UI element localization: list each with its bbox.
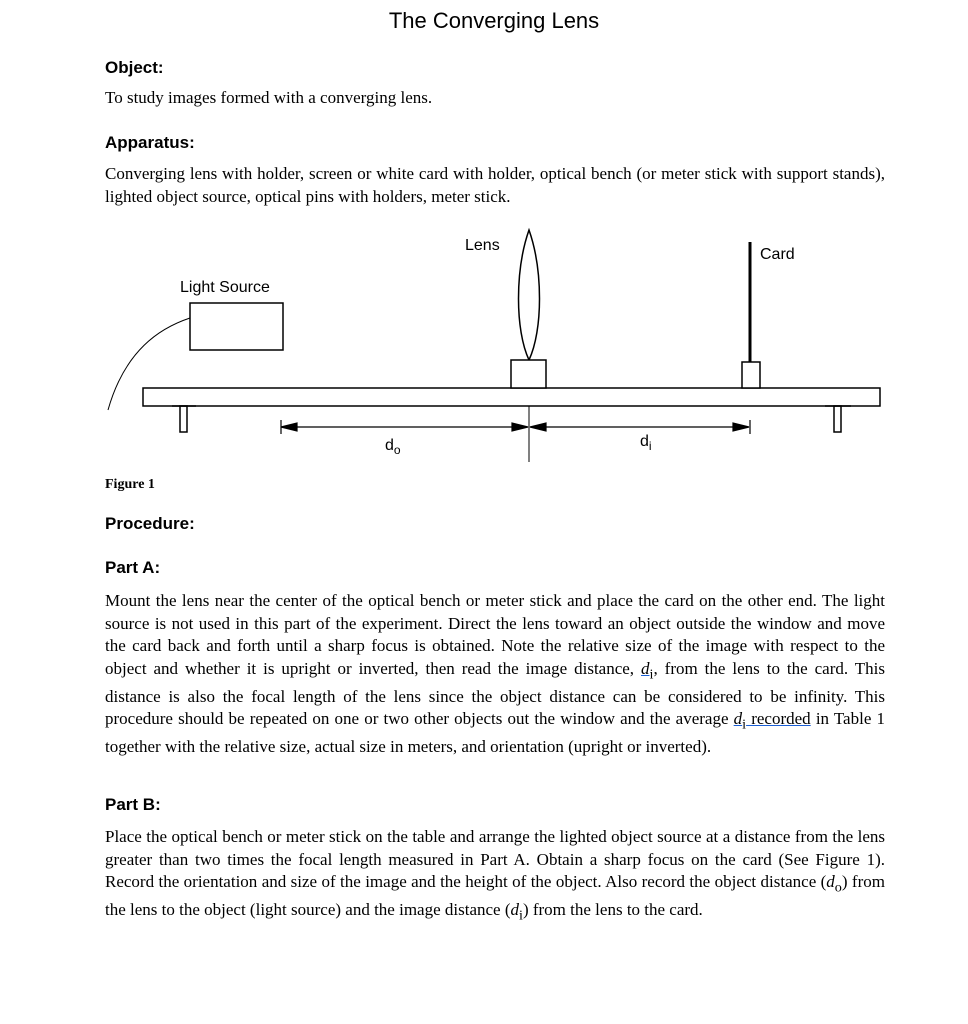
part-a-text: Mount the lens near the center of the optical bench or meter stick and place the card on the other end. The light source is not used in this part of the experiment. Direct the lens toward an object outside the window and move the card back and forth until a sharp focus is obtained. Note the relative size of the image with respect to the object and whether it is upright or inverted, then read the image distance, $d_i$, from the lens to the card. This distance is also the focal length of the lens since the object distance can be considered to be infinity. This procedure should be repeated on one or two other objects out the window and the average $d_i$ recorded in Table 1 together with the relative size, actual size in meters, and orientation (upright or inverted). — [105, 591, 885, 757]
light-source-cord — [108, 318, 190, 410]
di-dimension-arrow — [530, 420, 750, 434]
card-label: Card — [760, 246, 795, 263]
di-term: $d_i$, — [641, 658, 658, 683]
apparatus-text: Converging lens with holder, screen or white card with holder, optical bench (or meter stick with support stands), lighted object source, optical pins with holders, meter stick. — [105, 164, 885, 206]
figure-caption: Figure 1 — [105, 477, 155, 492]
part-b-text: Place the optical bench or meter stick on the table and arrange the lighted object source at a distance from the lens greater than two times the focal length measured in Part A. Obtain a sharp focus on the card (See Figure 1). Record the orientation and size of the image and the height of the object. Also record the object distance $(d_o)$ from the lens to the object (light source) and the image distance $(d_i)$ from the lens to the card. — [105, 827, 885, 924]
light-source-box — [190, 303, 283, 350]
object-heading: Object: — [105, 58, 164, 77]
page-title: The Converging Lens — [388, 8, 600, 33]
card-holder — [742, 362, 760, 388]
lens-label: Lens — [465, 237, 500, 254]
bench-support-right — [825, 406, 851, 432]
lens-shape — [519, 230, 540, 360]
optical-bench — [143, 388, 880, 406]
do-label: $d_o$ — [385, 437, 401, 457]
part-b-heading: Part B: — [105, 795, 161, 814]
lens-holder — [511, 360, 546, 388]
object-text: To study images formed with a converging lens. — [105, 88, 433, 107]
bench-support-left — [172, 406, 196, 432]
procedure-heading: Procedure: — [105, 514, 195, 533]
figure-diagram — [0, 220, 968, 470]
part-a-heading: Part A: — [105, 558, 161, 577]
do-dimension-arrow — [281, 420, 528, 434]
di-label: $d_i$ — [640, 433, 652, 453]
light-source-label: Light Source — [180, 279, 270, 296]
apparatus-heading: Apparatus: — [105, 133, 195, 152]
di-recorded-term: $d_i$ recorded — [733, 709, 811, 733]
